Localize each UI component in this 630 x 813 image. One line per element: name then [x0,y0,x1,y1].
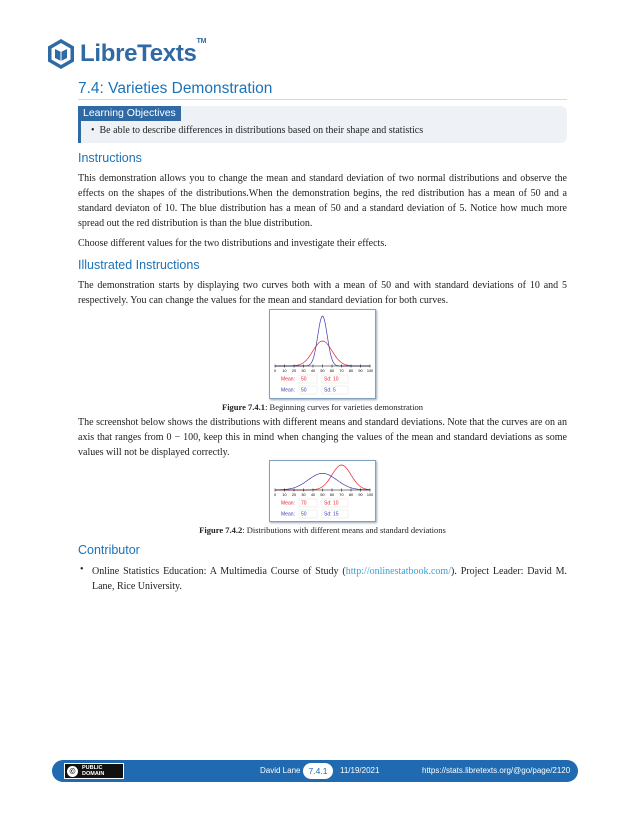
red-curve [275,465,370,490]
figure-caption-1: Figure 7.4.1: Beginning curves for varieties demonstration [222,402,423,412]
contributor-bullet: • [80,564,84,575]
figure-caption-2: Figure 7.4.2: Distributions with different means and standard deviations [199,525,446,535]
x-tick-label: 100 [366,493,374,497]
illustrated-paragraph: The demonstration starts by displaying two curves both with a mean of 50 and with standard deviations of 10 and 5 respectively. You can change the values for the mean and standard deviation for both curves. [78,280,567,306]
blue-mean-label: Mean: [281,511,295,518]
x-tick-label: 10 [282,369,287,373]
instructions-paragraph-2: Choose different values for the two distributions and investigate their effects. [78,238,387,249]
red-curve [275,341,370,366]
x-tick-label: 90 [358,369,363,373]
red-mean-label: Mean: [281,376,295,383]
x-tick-label: 30 [301,369,306,373]
x-tick-label: 60 [329,369,335,373]
blue-sd-label: Sd: [324,387,332,394]
footer-page-number: 7.4.1 [303,763,333,779]
blue-sd-label: Sd: [324,511,332,518]
illustrated-paragraph-2: The screenshot below shows the distributions with different means and standard deviations. Note that the curves are on an axis that ranges from 0 − 100, keep this in mind when changing the values of the mean and standard deviations as some values will not be displayed correctly. [78,417,567,458]
x-tick-label: 80 [348,493,354,497]
x-tick-label: 10 [282,493,287,497]
x-tick-label: 60 [329,493,335,497]
logo-text: LibreTexts™ [80,38,207,67]
red-sd-label: Sd: [324,500,332,507]
learning-objectives-label: Learning Objectives [78,106,181,121]
x-tick-label: 50 [320,369,325,373]
x-tick-label: 70 [339,369,344,373]
blue-sd-value: 5 [333,387,336,394]
blue-mean-label: Mean: [281,387,295,394]
figure-beginning-curves [269,309,376,399]
blue-mean-value: 50 [301,387,307,394]
x-tick-label: 30 [301,493,306,497]
red-mean-label: Mean: [281,500,295,507]
footer-date: 11/19/2021 [340,766,380,775]
x-tick-label: 40 [310,493,316,497]
x-tick-label: 90 [358,493,363,497]
contributor-heading: Contributor [78,543,140,557]
x-tick-label: 50 [320,493,325,497]
public-domain-icon: © [67,766,78,777]
illustrated-instructions-heading: Illustrated Instructions [78,258,200,272]
red-sd-value: 10 [333,500,339,507]
distribution-chart-1 [270,310,375,398]
footer-url[interactable]: https://stats.libretexts.org/@go/page/2120 [422,766,571,775]
distribution-chart-2 [270,461,375,521]
objective-item: • Be able to describe differences in distributions based on their shape and statistics [91,125,424,136]
public-domain-badge[interactable]: © PUBLIC DOMAIN [64,763,124,779]
onlinestatbook-link[interactable]: http://onlinestatbook.com/ [345,566,451,577]
footer-author: David Lane [260,766,301,775]
learning-objectives-box [78,106,567,143]
x-tick-label: 100 [366,369,374,373]
x-tick-label: 20 [291,369,297,373]
blue-sd-value: 15 [333,511,339,518]
x-tick-label: 70 [339,493,344,497]
libretexts-logo[interactable] [46,37,206,71]
x-tick-label: 0 [273,493,277,497]
figure-different-means [269,460,376,522]
x-tick-label: 80 [348,369,354,373]
x-tick-label: 0 [273,369,277,373]
title-divider [78,99,567,100]
x-tick-label: 40 [310,369,316,373]
contributor-item: Online Statistics Education: A Multimedia Course of Study (http://onlinestatbook.com/). Project Leader: David M. Lane, Rice University. [92,566,567,592]
blue-mean-value: 50 [301,511,307,518]
red-sd-label: Sd: [324,376,332,383]
instructions-paragraph: This demonstration allows you to change the mean and standard deviation of two normal distributions and observe the effects on the shapes of the distributions.When the demonstration begins, the red distribution has a mean of 50 and a standard deviaton of 10. The blue distribution has a mean of 50 and a standard deviation of 5. Notice how much more spread out the red distribution is than the blue distribution. [78,173,567,229]
red-sd-value: 10 [333,376,339,383]
page-footer [52,760,578,782]
x-tick-label: 20 [291,493,297,497]
red-mean-value: 70 [301,500,307,507]
page-title: 7.4: Varieties Demonstration [78,80,273,97]
instructions-heading: Instructions [78,151,142,165]
libretexts-logo-icon [46,38,76,70]
red-mean-value: 50 [301,376,307,383]
